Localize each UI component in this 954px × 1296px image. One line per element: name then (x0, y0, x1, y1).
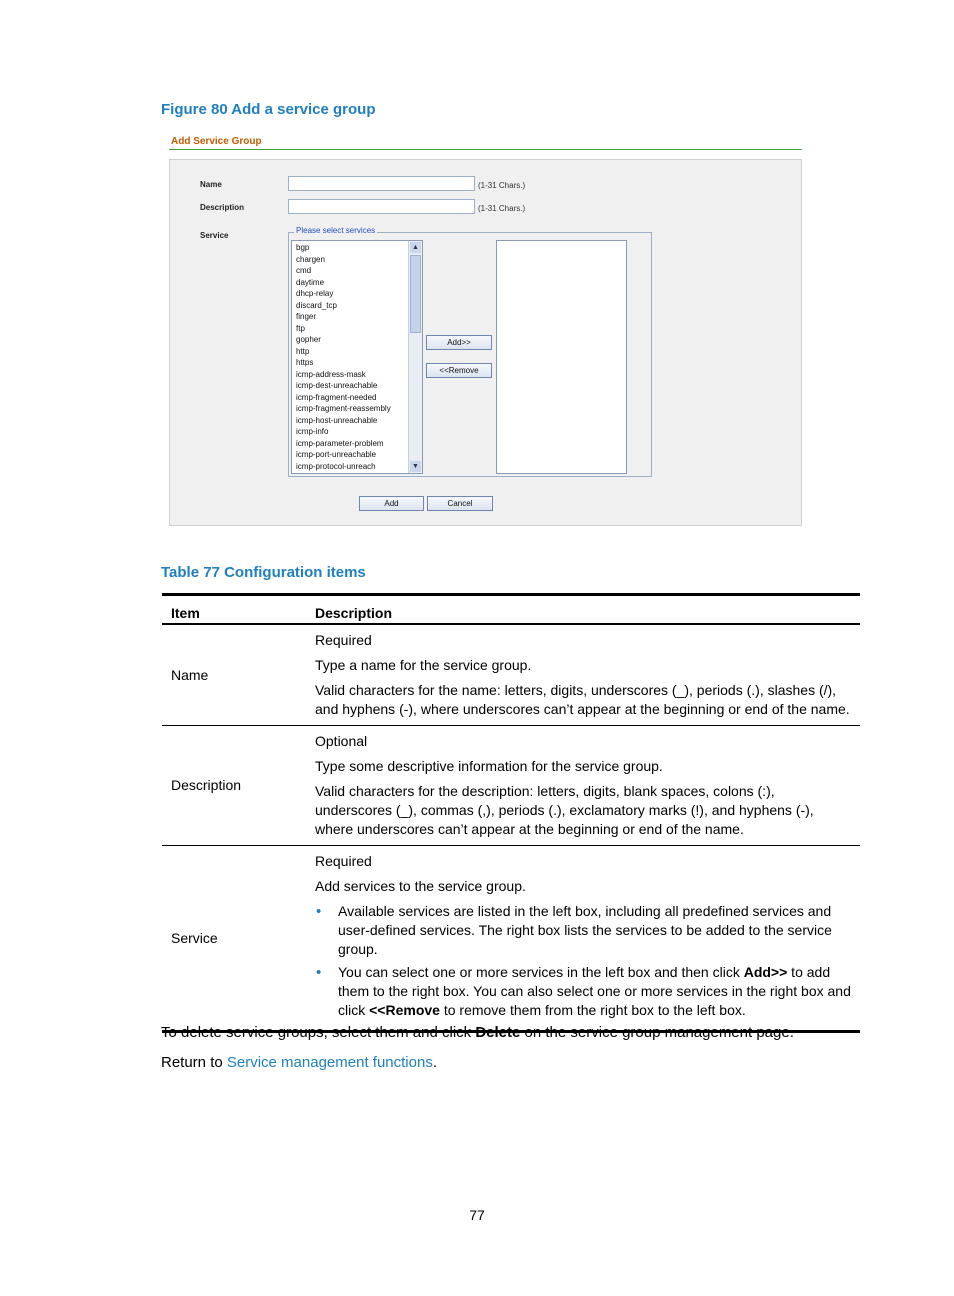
description-cell (306, 846, 860, 1032)
service-option[interactable]: discard_tcp (296, 300, 337, 310)
requirement-text: Required (315, 632, 372, 648)
bullet-text: to add them to the right box. You can also select one or more services in the right box and click (338, 964, 851, 1018)
header-description: Description (306, 595, 860, 625)
description-text: Type some descriptive information for the service group. (315, 758, 663, 774)
service-option[interactable]: icmp-address-mask (296, 369, 366, 379)
screenshot-title: Add Service Group (171, 136, 262, 147)
service-option[interactable]: dhcp-relay (296, 289, 334, 298)
service-option[interactable]: icmp-host-unreachable (296, 415, 378, 425)
service-option[interactable]: icmp-fragment-reassembly (296, 404, 391, 413)
bullet-item (338, 963, 851, 1020)
add-to-right-button[interactable]: Add>> (426, 335, 492, 350)
name-input[interactable] (288, 176, 475, 191)
table-caption: Table 77 Configuration items (161, 564, 366, 581)
service-option[interactable]: icmp-dest-unreachable (296, 381, 378, 390)
service-option[interactable]: icmp-protocol-unreach (296, 461, 376, 471)
add-keyword: Add>> (743, 964, 788, 980)
valid-chars-text: Valid characters for the name: letters, digits, underscores (_), periods (.), slashes (/), and hyphens (-), where underscores can’t appear at the beginning or end of the name. (315, 682, 850, 717)
service-option[interactable]: http (296, 346, 310, 356)
paragraph-text: on the service group management page. (520, 1024, 794, 1041)
service-option[interactable]: icmp-parameter-problem (296, 438, 384, 448)
screenshot-figure (161, 128, 809, 530)
bullet-text: You can select one or more services in the left box and then click (338, 964, 744, 980)
description-cell (306, 624, 860, 726)
configuration-table (162, 593, 860, 1033)
cancel-button[interactable]: Cancel (427, 496, 493, 511)
scroll-thumb[interactable] (410, 255, 421, 333)
table-row (162, 846, 860, 1032)
scroll-up-icon[interactable]: ▲ (410, 242, 421, 253)
table-row (162, 726, 860, 846)
bullet-text: to remove them from the right box to the left box. (439, 1002, 746, 1018)
table-header-row (162, 595, 860, 625)
valid-chars-text: Valid characters for the description: letters, digits, blank spaces, colons (:), underscores (_), commas (,), periods (.), exclamatory marks (!), and hyphens (-), where underscores can’t appear at the beginning or end of the name. (315, 783, 814, 837)
service-label: Service (200, 231, 229, 240)
paragraph-text: To delete service groups, select them and click (161, 1024, 476, 1041)
item-cell: Service (162, 846, 306, 1032)
service-option[interactable]: icmp-port-unreachable (296, 450, 377, 459)
service-option[interactable]: ftp (296, 323, 305, 333)
paragraph-text: . (432, 1054, 437, 1071)
service-option[interactable]: cmd (296, 266, 312, 275)
item-cell: Name (162, 624, 306, 726)
header-item: Item (162, 595, 306, 625)
service-option[interactable]: https (296, 358, 314, 367)
service-option[interactable]: icmp-fragment-needed (296, 392, 377, 402)
service-option[interactable]: bgp (296, 243, 310, 252)
bullet-item: • Available services are listed in the left box, including all predefined services and user-defined services. The right box lists the services to be added to the service group. (338, 902, 851, 959)
available-services-list[interactable] (291, 240, 423, 474)
description-label: Description (200, 203, 245, 212)
services-legend: Please select services (296, 226, 376, 235)
description-input[interactable] (288, 199, 475, 214)
list-scrollbar[interactable] (408, 241, 422, 473)
delete-keyword: Delete (475, 1024, 521, 1041)
service-option[interactable]: icmp-info (296, 427, 329, 436)
form-panel (169, 159, 802, 526)
name-hint: (1-31 Chars.) (478, 181, 526, 190)
service-option[interactable]: finger (296, 312, 317, 321)
selected-services-list[interactable] (496, 240, 627, 474)
requirement-text: Required (315, 853, 372, 869)
service-bullets (315, 902, 851, 1020)
description-text: Add services to the service group. (315, 878, 526, 894)
table-row (162, 624, 860, 726)
delete-paragraph (161, 1024, 794, 1041)
service-option[interactable]: chargen (296, 254, 325, 264)
service-option[interactable]: daytime (296, 277, 325, 287)
paragraph-text: Return to (161, 1054, 227, 1071)
service-option[interactable]: gopher (296, 335, 321, 344)
item-cell: Description (162, 726, 306, 846)
name-label: Name (200, 180, 222, 189)
remove-to-left-button[interactable]: <<Remove (426, 363, 492, 378)
return-paragraph (161, 1054, 437, 1071)
description-cell (306, 726, 860, 846)
service-management-link[interactable]: Service management functions (226, 1054, 433, 1071)
add-button[interactable]: Add (359, 496, 424, 511)
description-text: Type a name for the service group. (315, 657, 532, 673)
title-divider (169, 149, 802, 150)
description-hint: (1-31 Chars.) (478, 204, 526, 213)
remove-keyword: <<Remove (369, 1002, 440, 1018)
page-number: 77 (469, 1207, 485, 1223)
scroll-down-icon[interactable]: ▼ (410, 461, 421, 472)
figure-caption: Figure 80 Add a service group (161, 101, 376, 118)
requirement-text: Optional (315, 733, 368, 749)
